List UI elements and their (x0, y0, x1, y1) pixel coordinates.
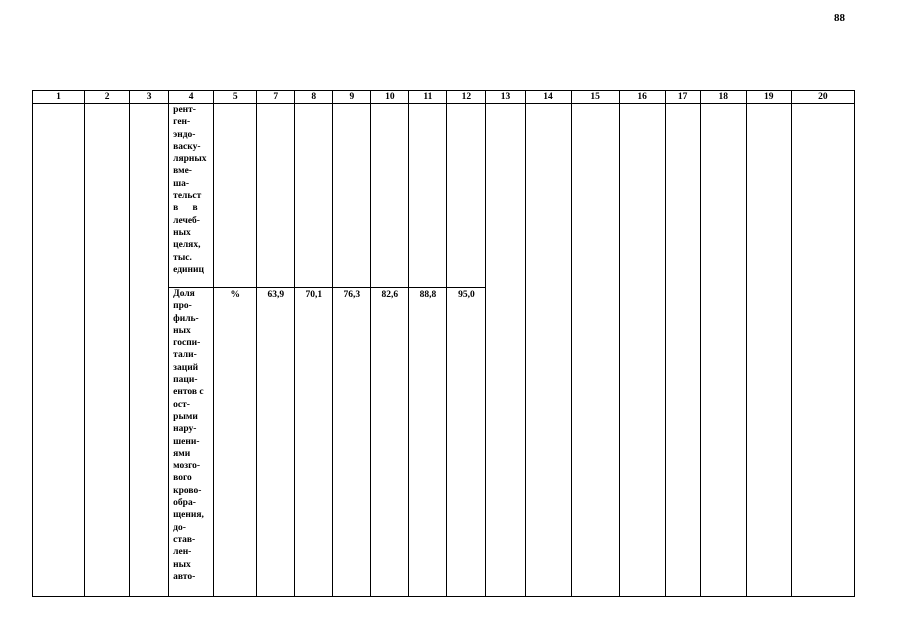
column-header: 20 (791, 91, 854, 104)
page-number: 88 (834, 12, 845, 24)
cell-col-14 (525, 104, 571, 597)
cell-col-9 (333, 104, 371, 288)
value-cell: 88,8 (409, 288, 447, 597)
indicator-line: тыс. (173, 252, 192, 263)
cell-col-11 (409, 104, 447, 288)
indicator-line: ных (173, 559, 191, 570)
cell-col-20 (791, 104, 854, 597)
indicator-line: обра- (173, 498, 196, 509)
indicator-line: заций (173, 362, 199, 373)
column-header: 19 (746, 91, 791, 104)
column-header: 14 (525, 91, 571, 104)
column-header: 10 (371, 91, 409, 104)
column-header: 4 (169, 91, 214, 104)
column-header: 9 (333, 91, 371, 104)
cell-col-18 (700, 104, 746, 597)
column-header: 2 (85, 91, 130, 104)
cell-col-5 (214, 104, 257, 288)
cell-col-1 (33, 104, 85, 597)
value-cell: 95,0 (447, 288, 486, 597)
cell-col-7 (257, 104, 295, 288)
column-header: 8 (295, 91, 333, 104)
column-header: 17 (665, 91, 700, 104)
column-header: 15 (571, 91, 619, 104)
unit-cell: % (214, 288, 257, 597)
indicator-line: рент- (173, 105, 196, 115)
indicator-line: рыми (173, 411, 198, 422)
indicator-line: вме- (173, 166, 192, 177)
indicator-line: крово- (173, 485, 202, 496)
indicator-line: единиц (173, 264, 204, 275)
indicator-line: целях, (173, 240, 201, 251)
indicator-cell-row-2 (169, 288, 214, 597)
column-header: 12 (447, 91, 486, 104)
indicator-line: щения, (173, 510, 204, 521)
indicator-line: до- (173, 522, 186, 533)
indicator-line: ша- (173, 178, 190, 189)
cell-col-8 (295, 104, 333, 288)
cell-col-2 (85, 104, 130, 597)
column-header: 1 (33, 91, 85, 104)
indicator-line: ост- (173, 399, 190, 410)
column-header: 5 (214, 91, 257, 104)
indicator-line: вого (173, 473, 192, 484)
indicator-line: тали- (173, 350, 197, 361)
indicator-line: паци- (173, 375, 198, 386)
cell-col-13 (486, 104, 525, 597)
value-cell: 82,6 (371, 288, 409, 597)
column-header: 16 (619, 91, 665, 104)
indicator-line: мозго- (173, 461, 201, 472)
indicator-line: шени- (173, 436, 200, 447)
indicator-line: ями (173, 448, 191, 459)
header-row (33, 91, 855, 104)
value-cell: 70,1 (295, 288, 333, 597)
indicator-line: ген- (173, 117, 191, 128)
indicator-line: про- (173, 301, 192, 312)
value-cell: 63,9 (257, 288, 295, 597)
indicator-line: лярных (173, 154, 207, 165)
indicator-line: лен- (173, 547, 192, 558)
data-table (32, 90, 855, 597)
indicator-line: нару- (173, 424, 197, 435)
cell-col-16 (619, 104, 665, 597)
indicator-line: ных (173, 227, 191, 238)
column-header: 13 (486, 91, 525, 104)
cell-col-10 (371, 104, 409, 288)
column-header: 3 (130, 91, 169, 104)
indicator-line: эндо- (173, 129, 196, 140)
indicator-line: ных (173, 325, 191, 336)
indicator-line: госпи- (173, 338, 201, 349)
indicator-line: авто- (173, 571, 196, 582)
column-header: 7 (257, 91, 295, 104)
indicator-cell-row-1 (169, 104, 214, 288)
indicator-line: васку- (173, 141, 201, 152)
indicator-line: ентов с (173, 387, 204, 398)
indicator-line: тельст (173, 191, 202, 202)
indicator-line: филь- (173, 313, 199, 324)
cell-col-12 (447, 104, 486, 288)
indicator-line: став- (173, 534, 196, 545)
cell-col-19 (746, 104, 791, 597)
table-row (33, 104, 855, 288)
indicator-line: в в (173, 203, 198, 214)
column-header: 18 (700, 91, 746, 104)
cell-col-3 (130, 104, 169, 597)
indicator-line: Доля (173, 289, 195, 299)
indicator-line: лечеб- (173, 215, 200, 226)
cell-col-15 (571, 104, 619, 597)
cell-col-17 (665, 104, 700, 597)
column-header: 11 (409, 91, 447, 104)
value-cell: 76,3 (333, 288, 371, 597)
